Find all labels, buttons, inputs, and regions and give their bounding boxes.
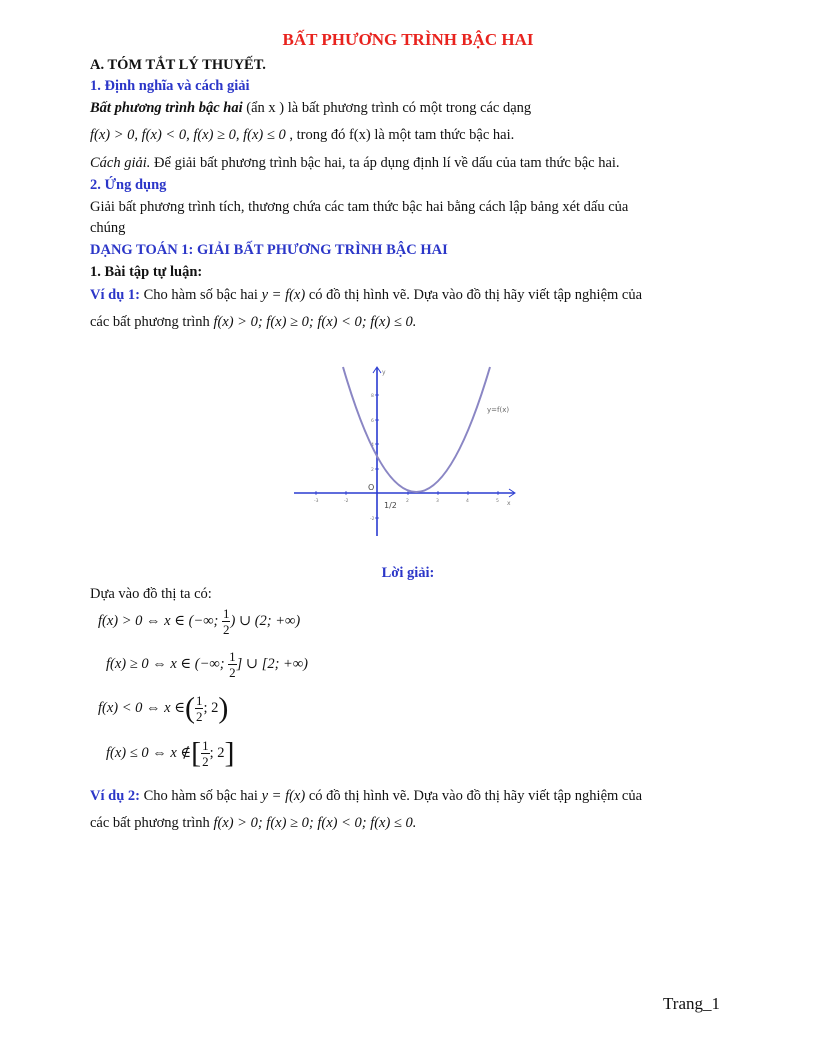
curve-label: y=f(x) — [487, 406, 510, 414]
forms-rest: , trong đó f(x) là một tam thức bậc hai. — [285, 127, 515, 143]
fraction-denominator: 2 — [229, 665, 236, 680]
formula-3-rest: ; 2 — [203, 699, 219, 716]
dang-toan-1-heading: DẠNG TOÁN 1: GIẢI BẤT PHƯƠNG TRÌNH BẬC HAI — [90, 242, 448, 258]
formula-2-rhs: ] ∪ [2; +∞) — [236, 655, 308, 672]
fraction-denominator: 2 — [202, 754, 209, 769]
exercise-heading: 1. Bài tập tự luận: — [90, 264, 203, 280]
bracket-close: ] — [224, 736, 235, 770]
forms-line — [90, 125, 730, 145]
x-axis-label: x — [507, 500, 511, 507]
paren-close: ) — [218, 691, 229, 725]
example-2-line2-text: các bất phương trình — [90, 815, 214, 831]
fraction-one-half — [228, 649, 237, 680]
example-1-post: có đồ thị hình vẽ. Dựa vào đồ thị hãy viết tập nghiệm của — [305, 287, 643, 303]
definition-line — [90, 98, 730, 118]
solution-formula-1 — [98, 606, 300, 637]
solution-heading: Lời giải: — [381, 565, 435, 581]
y-tick-label: 8 — [371, 394, 374, 399]
y-axis-label: y — [382, 369, 386, 376]
example-2-label: Ví dụ 2: — [90, 788, 140, 804]
parabola-curve — [343, 367, 490, 492]
application-line-2: chúng — [90, 220, 126, 236]
paren-open: ( — [184, 691, 195, 725]
fraction-denominator: 2 — [195, 709, 203, 724]
example-1-line-2 — [90, 312, 730, 332]
example-1-inequalities: f(x) > 0; f(x) ≥ 0; f(x) < 0; f(x) ≤ 0. — [213, 314, 417, 330]
formula-4-rest: ; 2 — [209, 744, 225, 761]
root-half-label: 1/2 — [384, 501, 397, 510]
x-tick-label: -3 — [314, 499, 319, 504]
fraction-one-half — [201, 738, 210, 769]
x-tick-label: 4 — [466, 499, 469, 504]
definition-term: Bất phương trình bậc hai — [90, 100, 243, 116]
method-text: Để giải bất phương trình bậc hai, ta áp dụng định lí về dấu của tam thức bậc hai. — [150, 155, 620, 171]
method-label: Cách giải. — [90, 155, 151, 171]
example-2-inequalities: f(x) > 0; f(x) ≥ 0; f(x) < 0; f(x) ≤ 0. — [213, 815, 417, 831]
parabola-graph — [290, 362, 525, 537]
formula-3-lhs: f(x) < 0 ⇔ x ∈ — [98, 699, 185, 716]
x-tick-label: -2 — [344, 499, 349, 504]
example-1-pre: Cho hàm số bậc hai — [139, 287, 262, 303]
fraction-numerator: 1 — [195, 693, 203, 708]
page-title: BẤT PHƯƠNG TRÌNH BẬC HAI — [282, 30, 534, 49]
example-1-function: y = f(x) — [261, 287, 306, 303]
fraction-numerator: 1 — [202, 738, 209, 753]
page-number: Trang_1 — [663, 994, 720, 1013]
y-tick-label: 4 — [371, 443, 374, 448]
x-tick-label: 3 — [436, 499, 439, 504]
section-a-heading: A. TÓM TẮT LÝ THUYẾT. — [90, 57, 266, 73]
example-2-line-2 — [90, 813, 730, 833]
subsection-definition: 1. Định nghĩa và cách giải — [90, 78, 250, 94]
solution-formula-4 — [106, 738, 235, 769]
solution-formula-3 — [98, 693, 228, 724]
solution-intro: Dựa vào đồ thị ta có: — [90, 586, 212, 602]
formula-1-lhs: f(x) > 0 ⇔ x ∈ (−∞; — [98, 612, 222, 629]
fraction-denominator: 2 — [222, 622, 230, 637]
application-line-1: Giải bất phương trình tích, thương chứa các tam thức bậc hai bằng cách lập bảng xét dấu của — [90, 199, 629, 215]
fraction-numerator: 1 — [229, 649, 236, 664]
method-line — [90, 153, 730, 173]
y-tick-label: -2 — [370, 517, 375, 522]
x-tick-label: 5 — [496, 499, 499, 504]
example-2-function: y = f(x) — [261, 788, 306, 804]
definition-rest: (ẩn x ) là bất phương trình có một trong các dạng — [242, 100, 532, 116]
example-1-line2-text: các bất phương trình — [90, 314, 214, 330]
origin-label: O — [368, 483, 375, 492]
formula-1-rhs: ) ∪ (2; +∞) — [230, 612, 301, 629]
fraction-numerator: 1 — [222, 606, 230, 621]
example-1-label: Ví dụ 1: — [90, 287, 140, 303]
formula-2-lhs: f(x) ≥ 0 ⇔ x ∈ (−∞; — [106, 655, 229, 672]
formula-4-lhs: f(x) ≤ 0 ⇔ x ∉ — [106, 744, 192, 761]
example-1-line-1 — [90, 285, 730, 305]
y-tick-label: 6 — [371, 419, 374, 424]
y-tick-label: 2 — [371, 468, 374, 473]
x-tick-label: 2 — [406, 499, 409, 504]
inequality-forms: f(x) > 0, f(x) < 0, f(x) ≥ 0, f(x) ≤ 0 — [90, 127, 286, 143]
example-2-post: có đồ thị hình vẽ. Dựa vào đồ thị hãy viết tập nghiệm của — [305, 788, 643, 804]
example-2-line-1 — [90, 786, 730, 806]
bracket-open: [ — [191, 736, 202, 770]
example-2-pre: Cho hàm số bậc hai — [139, 788, 262, 804]
solution-formula-2 — [106, 649, 308, 680]
subsection-application: 2. Ứng dụng — [90, 177, 167, 193]
